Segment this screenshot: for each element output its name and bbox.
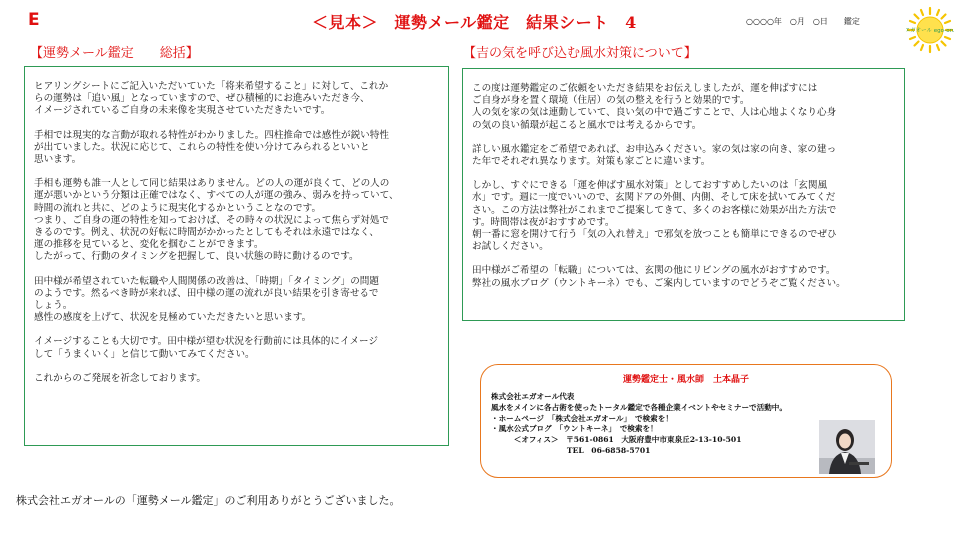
summary-paragraph xyxy=(34,373,442,385)
summary-line: しょう。 xyxy=(34,300,73,312)
fengshui-line: お試しください。 xyxy=(472,241,549,253)
fengshui-line: 人の気を家の気は連動していて、良い気の中で過ごすことで、人は心地よくなり心身 xyxy=(472,107,837,119)
fengshui-line: た年でそれぞれ異なります。対策も家ごとに違います。 xyxy=(472,156,711,168)
fengshui-paragraph xyxy=(472,180,898,253)
fengshui-line: の気の良い循環が起こると風水では考えるからです。 xyxy=(472,119,702,131)
fengshui-line: 弊社の風水ブログ（ウントキーネ）でも、ご案内していますのでどうぞご覧ください。 xyxy=(472,277,846,289)
fengshui-line: この度は運勢鑑定のご依頼をいただき結果をお伝えしましたが、運を伸ばすには xyxy=(472,83,818,94)
summary-line: 田中様が希望されていた転職や人間関係の改善は、「時期」「タイミング」の問題 xyxy=(34,275,379,287)
summary-line: イメージすることも大切です。田中様が望む状況を行動前には具体的にイメージ xyxy=(34,336,379,348)
summary-line: して「うまくいく」と信じて動いてみてください。 xyxy=(34,348,255,360)
summary-line: きるのです。例え、状況の好転に時間がかかったとしてもそれは永遠ではなく、 xyxy=(34,227,379,239)
fengshui-box xyxy=(462,68,905,321)
fengshui-line: 詳しい風水鑑定をご希望であれば、お申込みください。家の気は家の向き、家の建っ xyxy=(472,143,837,155)
profile-line: ・風水公式ブログ 「ウントキーネ」 で検索を！ xyxy=(491,424,658,434)
fengshui-line: 田中様がご希望の「転職」については、玄関の他にリビングの風水がおすすめです。 xyxy=(472,265,836,277)
fengshui-line: さい。この方法は弊社がこれまでご提案してきて、多くのお客様に効果が出た方法で xyxy=(472,204,837,216)
summary-paragraph xyxy=(34,178,442,263)
summary-line: これからのご発展を祈念しております。 xyxy=(34,372,206,384)
summary-line: 運が悪いかという分類は正確ではなく、すべての人が運の強み、弱みを持っていて、 xyxy=(34,190,399,202)
fengshui-text xyxy=(472,83,898,302)
summary-line: らの運勢は「追い風」となっていますので、ぜひ積極的にお進みいただき今、 xyxy=(34,93,370,105)
summary-line: したがって、行動のタイミングを把握して、良い状態の時に動けるのです。 xyxy=(34,251,359,263)
summary-line: 運の推移を見ていると、変化を掴むことができます。 xyxy=(34,239,264,251)
fengshui-paragraph xyxy=(472,83,898,132)
appraisal-date: ○○○○年 ○月 ○日 鑑定 xyxy=(746,17,860,26)
summary-paragraph xyxy=(34,276,442,325)
summary-line: 感性の感度を上げて、状況を見極めていただきたいと思います。 xyxy=(34,312,312,324)
brand-text: エガオール ego-oru xyxy=(906,28,954,34)
sun-icon xyxy=(906,6,954,54)
summary-line: 手相も運勢も誰一人として同じ結果はありません。どの人の運が良くて、どの人の xyxy=(34,178,390,190)
summary-line: つまり、ご自身の運の特性を知っておけば、その時々の状況によって焦らず対処で xyxy=(34,214,389,226)
summary-line: のようです。然るべき時が来れば、田中様の運の流れが良い結果を引き寄せるで xyxy=(34,287,379,299)
profile-heading: 運勢鑑定士・風水師 土本晶子 xyxy=(622,375,749,385)
profile-details xyxy=(491,392,787,457)
page-title: ＜見本＞ 運勢メール鑑定 結果シート 4 xyxy=(312,13,637,32)
logo-letter: E xyxy=(28,10,40,30)
summary-line: イメージされているご自身の未来像を実現させていただきたいです。 xyxy=(34,105,331,117)
person-icon xyxy=(819,420,875,474)
profile-line: ＜オフィス＞ 〒561-0861 大阪府豊中市東泉丘2-13-10-501 xyxy=(491,435,742,445)
fengshui-line: す。時間帯は夜がおすすめです。 xyxy=(472,216,615,228)
summary-text xyxy=(34,81,442,397)
summary-heading: 【運勢メール鑑定 総括】 xyxy=(30,46,199,61)
fengshui-paragraph xyxy=(472,144,898,168)
brand-sun-logo xyxy=(906,6,954,54)
profile-line: 株式会社エガオール代表 xyxy=(491,392,575,401)
summary-line: 思います。 xyxy=(34,154,82,166)
fengshui-heading: 【吉の気を呼び込む風水対策について】 xyxy=(463,46,697,61)
summary-paragraph xyxy=(34,81,442,118)
summary-paragraph xyxy=(34,336,442,360)
summary-line: 手相では現実的な言動が取れる特性がわかりました。四柱推命では感性が鋭い特性 xyxy=(34,129,389,141)
profile-line: ・ホームページ 「株式会社エガオール」 で検索を！ xyxy=(491,413,673,423)
summary-box xyxy=(24,66,449,446)
fengshui-line: ご自身が身を置く環境（住居）の気の整えを行うと効果的です。 xyxy=(472,95,750,107)
fengshui-line: しかし、すぐにできる「運を伸ばす風水対策」としておすすめしたいのは「玄関風 xyxy=(472,180,828,192)
footer-thanks: 株式会社エガオールの「運勢メール鑑定」のご利用ありがとうございました。 xyxy=(16,494,401,507)
summary-line: 時間の流れと共に、どのように現実化するかということなのです。 xyxy=(34,202,322,214)
fengshui-paragraph xyxy=(472,265,898,289)
fengshui-line: 水」です。週に一度でいいので、玄関ドアの外側、内側、そして床を拭いてみてくだ xyxy=(472,192,836,204)
profile-line: 風水をメインに各占術を使ったトータル鑑定で各種企業イベントやセミナーで活動中。 xyxy=(491,402,787,412)
summary-line: が出ていました。状況に応じて、これらの特性を使い分けてみられるといいと xyxy=(34,141,370,153)
summary-line: ヒアリングシートにご記入いただいていた「将来希望すること」に対して、これか xyxy=(34,81,389,92)
profile-card xyxy=(480,364,892,478)
summary-paragraph xyxy=(34,130,442,167)
profile-photo xyxy=(819,420,875,474)
profile-line: TEL 06-6858-5701 xyxy=(491,445,651,455)
fengshui-line: 朝一番に窓を開けて行う「気の入れ替え」で邪気を放つことも簡単にできるのでぜひ xyxy=(472,229,837,241)
